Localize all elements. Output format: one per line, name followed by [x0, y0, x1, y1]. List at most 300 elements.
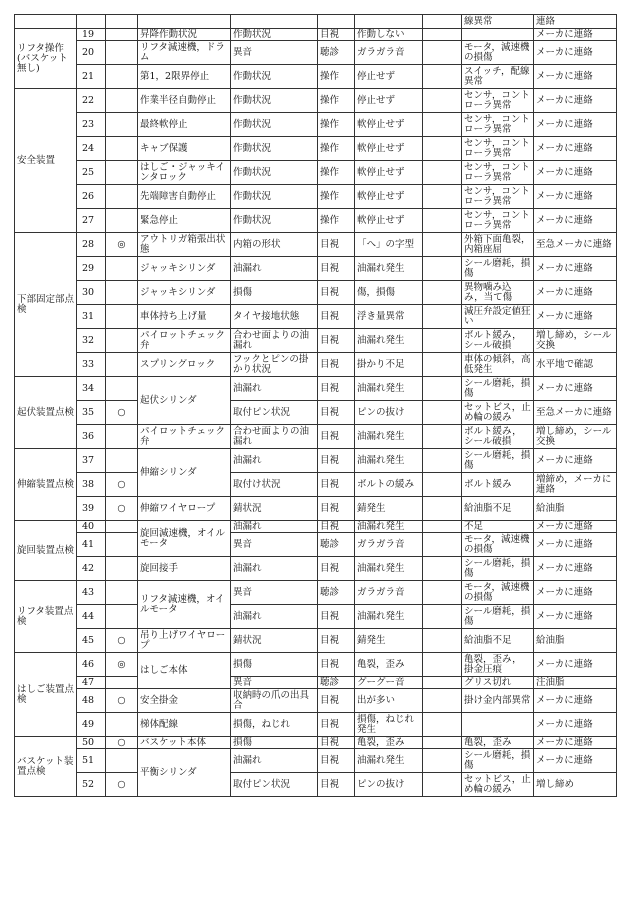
row-item: はしご本体: [138, 653, 231, 689]
row-mark: [106, 137, 138, 161]
row-cause: モータ，減速機の損傷: [462, 533, 534, 557]
group-label: リフタ装置点検: [15, 581, 77, 653]
header-row: [15, 15, 617, 29]
row-method: フックとピンの掛かり状況: [231, 353, 318, 377]
header-action: 連絡: [534, 15, 617, 29]
row-action: メーカに連絡: [534, 581, 617, 605]
row-how: 操作: [318, 161, 355, 185]
row-item: 旋回接手: [138, 557, 231, 581]
row-symptom: 油漏れ発生: [355, 377, 423, 401]
row-blank: [423, 89, 462, 113]
row-action: メーカに連絡: [534, 605, 617, 629]
row-how: 目視: [318, 449, 355, 473]
row-mark: [106, 89, 138, 113]
table-row: [15, 713, 617, 737]
table-row: [15, 629, 617, 653]
table-row: [15, 353, 617, 377]
row-method: 油漏れ: [231, 449, 318, 473]
row-symptom: 傷，損傷: [355, 281, 423, 305]
row-cause: 掛け金内部異常: [462, 689, 534, 713]
row-blank: [423, 65, 462, 89]
row-blank: [423, 653, 462, 677]
row-item: 起伏シリンダ: [138, 377, 231, 425]
table-row: [15, 89, 617, 113]
row-blank: [423, 137, 462, 161]
row-how: 目視: [318, 29, 355, 41]
table-row: [15, 137, 617, 161]
row-cause: 減圧弁設定値狂い: [462, 305, 534, 329]
row-how: 目視: [318, 305, 355, 329]
row-item: キャブ保護: [138, 137, 231, 161]
row-how: 操作: [318, 209, 355, 233]
row-item: 梯体配線: [138, 713, 231, 737]
row-cause: 外箱下面亀裂，内箱座屈: [462, 233, 534, 257]
row-symptom: 油漏れ発生: [355, 449, 423, 473]
row-symptom: 油漏れ発生: [355, 425, 423, 449]
table-row: [15, 281, 617, 305]
row-item: 先端障害自動停止: [138, 185, 231, 209]
row-action: 増し締め，シール交換: [534, 425, 617, 449]
row-blank: [423, 629, 462, 653]
row-blank: [423, 401, 462, 425]
row-action: 水平地で確認: [534, 353, 617, 377]
table-row: [15, 533, 617, 557]
row-action: 増締め，メーカに連絡: [534, 473, 617, 497]
row-symptom: 作動しない: [355, 29, 423, 41]
row-action: メーカに連絡: [534, 449, 617, 473]
row-how: 目視: [318, 473, 355, 497]
row-item: 作業半径自動停止: [138, 89, 231, 113]
row-blank: [423, 689, 462, 713]
row-blank: [423, 605, 462, 629]
row-symptom: 油漏れ発生: [355, 749, 423, 773]
row-method: 損傷: [231, 653, 318, 677]
table-row: [15, 377, 617, 401]
row-action: メーカに連絡: [534, 257, 617, 281]
row-method: 取付け状況: [231, 473, 318, 497]
row-method: 異音: [231, 581, 318, 605]
row-how: 目視: [318, 233, 355, 257]
row-symptom: 油漏れ発生: [355, 521, 423, 533]
row-symptom: 損傷，ねじれ発生: [355, 713, 423, 737]
table-row: [15, 425, 617, 449]
row-symptom: 浮き量異常: [355, 305, 423, 329]
row-action: メーカに連絡: [534, 713, 617, 737]
row-cause: シール磨耗，損傷: [462, 449, 534, 473]
row-cause: セットビス，止め輪の緩み: [462, 401, 534, 425]
table-row: [15, 233, 617, 257]
row-no: 25: [77, 161, 106, 185]
row-no: 42: [77, 557, 106, 581]
row-action: 至急メーカに連絡: [534, 401, 617, 425]
row-action: メーカに連絡: [534, 305, 617, 329]
row-method: 油漏れ: [231, 605, 318, 629]
row-how: 操作: [318, 89, 355, 113]
row-item: リフタ減速機，ドラム: [138, 41, 231, 65]
row-action: メーカに連絡: [534, 521, 617, 533]
group-label: はしご装置点検: [15, 653, 77, 737]
row-action: メーカに連絡: [534, 29, 617, 41]
row-item: バスケット本体: [138, 737, 231, 749]
row-no: 37: [77, 449, 106, 473]
table-row: [15, 41, 617, 65]
row-blank: [423, 185, 462, 209]
group-label: 起伏装置点検: [15, 377, 77, 449]
row-symptom: 錆発生: [355, 629, 423, 653]
row-action: メーカに連絡: [534, 653, 617, 677]
row-action: メーカに連絡: [534, 65, 617, 89]
row-method: 作動状況: [231, 89, 318, 113]
row-mark: [106, 557, 138, 581]
table-row: [15, 773, 617, 797]
row-cause: モータ，減速機の損傷: [462, 581, 534, 605]
row-method: 取付ピン状況: [231, 401, 318, 425]
row-cause: グリス切れ: [462, 677, 534, 689]
row-how: 目視: [318, 653, 355, 677]
row-no: 33: [77, 353, 106, 377]
row-method: 合わせ面よりの油漏れ: [231, 425, 318, 449]
row-item: 平衡シリンダ: [138, 749, 231, 797]
row-no: 38: [77, 473, 106, 497]
row-blank: [423, 329, 462, 353]
table-row: [15, 305, 617, 329]
row-mark: [106, 257, 138, 281]
row-method: 作動状況: [231, 137, 318, 161]
row-blank: [423, 29, 462, 41]
row-item: アウトリガ箱張出状態: [138, 233, 231, 257]
row-how: 目視: [318, 605, 355, 629]
row-cause: シール磨耗，損傷: [462, 257, 534, 281]
row-how: 目視: [318, 737, 355, 749]
row-how: 目視: [318, 329, 355, 353]
table-row: [15, 473, 617, 497]
row-symptom: 亀裂，歪み: [355, 737, 423, 749]
row-blank: [423, 161, 462, 185]
table-row: [15, 497, 617, 521]
row-blank: [423, 377, 462, 401]
row-action: 給油脂: [534, 629, 617, 653]
table-row: [15, 329, 617, 353]
group-label: バスケット装置点検: [15, 737, 77, 797]
row-symptom: 油漏れ発生: [355, 329, 423, 353]
row-method: 油漏れ: [231, 377, 318, 401]
row-cause: センサ，コントローラ異常: [462, 137, 534, 161]
row-symptom: ピンの抜け: [355, 401, 423, 425]
row-method: 合わせ面よりの油漏れ: [231, 329, 318, 353]
table-row: [15, 605, 617, 629]
table-row: [15, 65, 617, 89]
row-mark: ◎: [106, 233, 138, 257]
row-no: 41: [77, 533, 106, 557]
row-how: 聴診: [318, 581, 355, 605]
row-symptom: 亀裂，歪み: [355, 653, 423, 677]
row-how: 目視: [318, 497, 355, 521]
row-no: 43: [77, 581, 106, 605]
row-cause: 給油脂不足: [462, 497, 534, 521]
row-how: 目視: [318, 629, 355, 653]
row-action: メーカに連絡: [534, 89, 617, 113]
row-blank: [423, 533, 462, 557]
row-mark: [106, 185, 138, 209]
row-cause: セットビス，止め輪の緩み: [462, 773, 534, 797]
row-cause: ボルト緩み: [462, 473, 534, 497]
row-blank: [423, 773, 462, 797]
row-cause: センサ，コントローラ異常: [462, 161, 534, 185]
row-method: 異音: [231, 41, 318, 65]
row-symptom: ガラガラ音: [355, 41, 423, 65]
row-no: 30: [77, 281, 106, 305]
row-method: 作動状況: [231, 113, 318, 137]
inspection-table: [14, 14, 617, 797]
table-row: [15, 209, 617, 233]
row-blank: [423, 749, 462, 773]
row-mark: ○: [106, 497, 138, 521]
row-blank: [423, 209, 462, 233]
row-blank: [423, 305, 462, 329]
row-how: 目視: [318, 425, 355, 449]
row-method: 損傷: [231, 281, 318, 305]
row-how: 聴診: [318, 533, 355, 557]
row-action: メーカに連絡: [534, 41, 617, 65]
row-mark: [106, 677, 138, 689]
row-symptom: 軟停止せず: [355, 185, 423, 209]
row-blank: [423, 281, 462, 305]
row-symptom: 油漏れ発生: [355, 557, 423, 581]
row-action: メーカに連絡: [534, 113, 617, 137]
row-how: 目視: [318, 713, 355, 737]
row-cause: 亀裂，歪み，掛金圧痕: [462, 653, 534, 677]
row-no: 29: [77, 257, 106, 281]
row-mark: [106, 161, 138, 185]
row-method: タイヤ接地状態: [231, 305, 318, 329]
row-blank: [423, 497, 462, 521]
row-item: パイロットチェック弁: [138, 329, 231, 353]
row-blank: [423, 557, 462, 581]
group-label: 安全装置: [15, 89, 77, 233]
row-no: 39: [77, 497, 106, 521]
row-item: スプリングロック: [138, 353, 231, 377]
row-no: 19: [77, 29, 106, 41]
row-mark: ○: [106, 737, 138, 749]
row-mark: [106, 305, 138, 329]
row-how: 操作: [318, 137, 355, 161]
row-action: メーカに連絡: [534, 281, 617, 305]
row-action: メーカに連絡: [534, 737, 617, 749]
row-mark: [106, 749, 138, 773]
row-how: 目視: [318, 773, 355, 797]
row-action: メーカに連絡: [534, 137, 617, 161]
row-method: 作動状況: [231, 65, 318, 89]
row-no: 40: [77, 521, 106, 533]
row-mark: [106, 29, 138, 41]
row-item: 車体持ち上げ量: [138, 305, 231, 329]
row-how: 操作: [318, 113, 355, 137]
header-cause: 線異常: [462, 15, 534, 29]
row-no: 35: [77, 401, 106, 425]
row-method: 作動状況: [231, 29, 318, 41]
row-no: 52: [77, 773, 106, 797]
row-blank: [423, 113, 462, 137]
row-blank: [423, 233, 462, 257]
row-item: 安全掛金: [138, 689, 231, 713]
group-label: 旋回装置点検: [15, 521, 77, 581]
row-cause: 車体の傾斜，高低発生: [462, 353, 534, 377]
row-how: 目視: [318, 401, 355, 425]
row-symptom: 掛かり不足: [355, 353, 423, 377]
row-blank: [423, 521, 462, 533]
row-no: 26: [77, 185, 106, 209]
row-cause: 異物噛み込み，当て傷: [462, 281, 534, 305]
row-symptom: 軟停止せず: [355, 137, 423, 161]
row-item: 吊り上げワイヤロープ: [138, 629, 231, 653]
row-no: 28: [77, 233, 106, 257]
row-how: 目視: [318, 521, 355, 533]
row-method: 取付ピン状況: [231, 773, 318, 797]
row-method: 収納時の爪の出具合: [231, 689, 318, 713]
row-cause: シール磨耗，損傷: [462, 377, 534, 401]
row-blank: [423, 677, 462, 689]
row-how: 目視: [318, 281, 355, 305]
row-symptom: 軟停止せず: [355, 209, 423, 233]
row-mark: [106, 521, 138, 533]
row-mark: ○: [106, 401, 138, 425]
table-row: [15, 653, 617, 677]
row-mark: [106, 425, 138, 449]
row-method: 油漏れ: [231, 557, 318, 581]
row-mark: ○: [106, 629, 138, 653]
row-mark: [106, 605, 138, 629]
row-cause: センサ，コントローラ異常: [462, 185, 534, 209]
row-method: 異音: [231, 533, 318, 557]
row-mark: [106, 713, 138, 737]
row-mark: [106, 41, 138, 65]
row-action: メーカに連絡: [534, 749, 617, 773]
row-how: 目視: [318, 377, 355, 401]
row-no: 46: [77, 653, 106, 677]
table-row: [15, 557, 617, 581]
row-blank: [423, 581, 462, 605]
row-action: メーカに連絡: [534, 533, 617, 557]
row-symptom: ガラガラ音: [355, 533, 423, 557]
row-blank: [423, 353, 462, 377]
row-method: 作動状況: [231, 209, 318, 233]
row-action: メーカに連絡: [534, 185, 617, 209]
row-symptom: 出が多い: [355, 689, 423, 713]
row-cause: モータ，減速機の損傷: [462, 41, 534, 65]
row-method: 油漏れ: [231, 521, 318, 533]
row-item: ジャッキシリンダ: [138, 281, 231, 305]
row-mark: [106, 113, 138, 137]
table-row: [15, 401, 617, 425]
table-row: [15, 113, 617, 137]
row-cause: 亀裂，歪み: [462, 737, 534, 749]
row-blank: [423, 41, 462, 65]
row-method: 損傷: [231, 737, 318, 749]
row-no: 49: [77, 713, 106, 737]
row-cause: ボルト緩み，シール破損: [462, 329, 534, 353]
row-mark: [106, 65, 138, 89]
row-item: 最終軟停止: [138, 113, 231, 137]
row-cause: シール磨耗，損傷: [462, 605, 534, 629]
table-row: [15, 749, 617, 773]
row-no: 36: [77, 425, 106, 449]
row-item: 緊急停止: [138, 209, 231, 233]
row-symptom: 軟停止せず: [355, 113, 423, 137]
row-no: 47: [77, 677, 106, 689]
group-label: リフタ操作(バスケット無し): [15, 29, 77, 89]
row-cause: センサ，コントローラ異常: [462, 209, 534, 233]
row-item: はしご・ジャッキインタロック: [138, 161, 231, 185]
row-cause: スイッチ，配線異常: [462, 65, 534, 89]
row-method: 錆状況: [231, 497, 318, 521]
row-blank: [423, 449, 462, 473]
row-mark: [106, 281, 138, 305]
row-mark: ○: [106, 689, 138, 713]
table-row: [15, 257, 617, 281]
row-mark: [106, 329, 138, 353]
row-no: 50: [77, 737, 106, 749]
row-method: 内箱の形状: [231, 233, 318, 257]
row-cause: [462, 29, 534, 41]
row-method: 油漏れ: [231, 749, 318, 773]
row-action: 至急メーカに連絡: [534, 233, 617, 257]
table-row: [15, 521, 617, 533]
row-item: パイロットチェック弁: [138, 425, 231, 449]
row-method: 錆状況: [231, 629, 318, 653]
table-row: [15, 677, 617, 689]
row-how: 目視: [318, 749, 355, 773]
row-mark: [106, 533, 138, 557]
row-no: 51: [77, 749, 106, 773]
row-symptom: 停止せず: [355, 89, 423, 113]
row-symptom: ガラガラ音: [355, 581, 423, 605]
row-method: 作動状況: [231, 161, 318, 185]
row-method: 異音: [231, 677, 318, 689]
row-action: メーカに連絡: [534, 557, 617, 581]
row-mark: ◎: [106, 653, 138, 677]
row-item: ジャッキシリンダ: [138, 257, 231, 281]
row-symptom: 錆発生: [355, 497, 423, 521]
row-no: 34: [77, 377, 106, 401]
table-row: [15, 581, 617, 605]
row-method: 損傷，ねじれ: [231, 713, 318, 737]
row-symptom: 軟停止せず: [355, 161, 423, 185]
row-cause: シール磨耗，損傷: [462, 557, 534, 581]
row-how: 目視: [318, 689, 355, 713]
row-how: 聴診: [318, 677, 355, 689]
row-cause: [462, 713, 534, 737]
row-cause: 不足: [462, 521, 534, 533]
table-row: [15, 689, 617, 713]
row-no: 23: [77, 113, 106, 137]
row-action: 給油脂: [534, 497, 617, 521]
row-cause: センサ，コントローラ異常: [462, 89, 534, 113]
row-action: メーカに連絡: [534, 377, 617, 401]
row-method: 油漏れ: [231, 257, 318, 281]
row-how: 目視: [318, 557, 355, 581]
row-how: 聴診: [318, 41, 355, 65]
row-how: 目視: [318, 257, 355, 281]
row-item: 旋回減速機，オイルモータ: [138, 521, 231, 557]
row-mark: [106, 377, 138, 401]
row-no: 20: [77, 41, 106, 65]
row-no: 48: [77, 689, 106, 713]
row-no: 27: [77, 209, 106, 233]
row-action: 増し締め: [534, 773, 617, 797]
row-action: メーカに連絡: [534, 161, 617, 185]
table-row: [15, 29, 617, 41]
row-cause: シール磨耗，損傷: [462, 749, 534, 773]
